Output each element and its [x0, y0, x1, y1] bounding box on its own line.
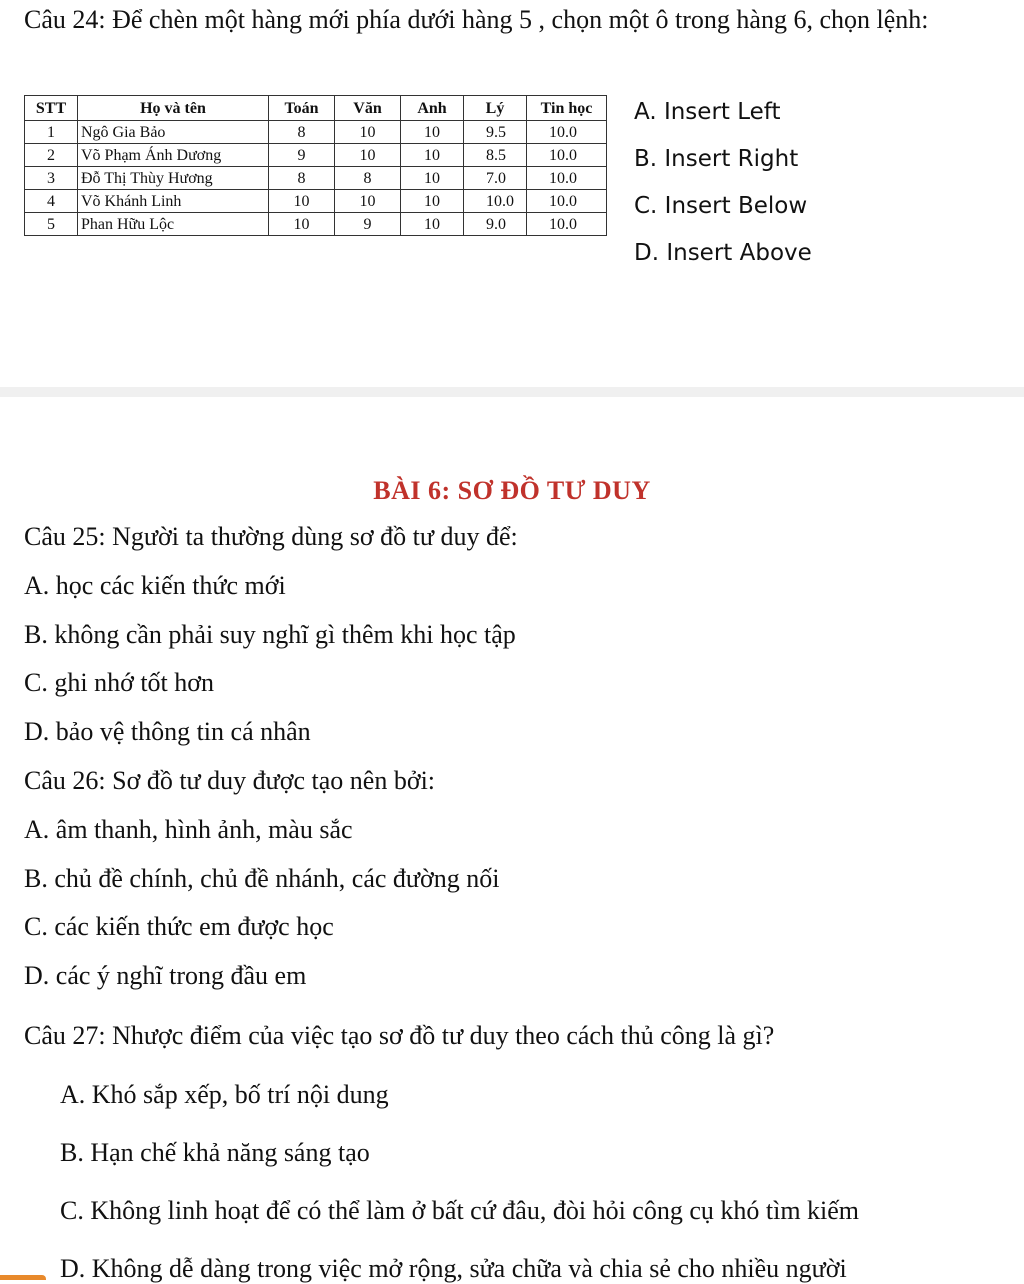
header-literature: Văn	[335, 96, 401, 121]
table-cell: 8	[335, 167, 401, 190]
table-cell: 10.0	[527, 190, 607, 213]
header-math: Toán	[269, 96, 335, 121]
section-title: BÀI 6: SƠ ĐỒ TƯ DUY	[373, 476, 651, 505]
q26-option-c[interactable]: C. các kiến thức em được học	[24, 912, 334, 941]
table-cell: 10	[401, 121, 464, 144]
q26-option-d[interactable]: D. các ý nghĩ trong đầu em	[24, 961, 307, 990]
table-cell: 10.0	[527, 144, 607, 167]
table-cell: 4	[25, 190, 78, 213]
q24-option-c[interactable]: C. Insert Below	[634, 193, 808, 219]
table-cell: 10.0	[527, 167, 607, 190]
table-row	[25, 167, 607, 190]
header-physics: Lý	[464, 96, 527, 121]
table-cell: 10.0	[464, 190, 527, 213]
table-cell: 10	[269, 190, 335, 213]
table-cell: 10	[335, 144, 401, 167]
table-cell: 10.0	[527, 121, 607, 144]
table-cell: 10	[335, 190, 401, 213]
table-cell: 10	[401, 190, 464, 213]
table-cell: Phan Hữu Lộc	[78, 213, 269, 236]
table-cell: 3	[25, 167, 78, 190]
table-cell: 1	[25, 121, 78, 144]
table-cell: 10	[335, 121, 401, 144]
table-cell: 9	[335, 213, 401, 236]
table-cell: Đỗ Thị Thùy Hương	[78, 167, 269, 190]
table-cell: Võ Phạm Ánh Dương	[78, 144, 269, 167]
table-cell: 10	[401, 167, 464, 190]
table-row	[25, 190, 607, 213]
table-cell: 8.5	[464, 144, 527, 167]
table-cell: 8	[269, 167, 335, 190]
table-cell: 2	[25, 144, 78, 167]
question-24-options	[634, 92, 812, 280]
bottom-accent-bar	[0, 1275, 46, 1280]
q25-option-d[interactable]: D. bảo vệ thông tin cá nhân	[24, 717, 311, 746]
header-english: Anh	[401, 96, 464, 121]
table-cell: 10	[401, 144, 464, 167]
q24-option-a[interactable]: A. Insert Left	[634, 99, 781, 125]
table-cell: 10.0	[527, 213, 607, 236]
question-24-text: Câu 24: Để chèn một hàng mới phía dưới hàng 5 , chọn một ô trong hàng 6, chọn lệnh:	[24, 5, 929, 34]
q27-option-a[interactable]: A. Khó sắp xếp, bố trí nội dung	[60, 1080, 389, 1109]
question-27-text: Câu 27: Nhược điểm của việc tạo sơ đồ tư duy theo cách thủ công là gì?	[24, 1021, 775, 1050]
student-scores-table	[24, 95, 607, 236]
question-25-text: Câu 25: Người ta thường dùng sơ đồ tư duy để:	[24, 522, 518, 551]
table-row	[25, 144, 607, 167]
q25-option-c[interactable]: C. ghi nhớ tốt hơn	[24, 668, 215, 697]
q26-option-a[interactable]: A. âm thanh, hình ảnh, màu sắc	[24, 815, 353, 844]
table-cell: 9.0	[464, 213, 527, 236]
page-divider	[0, 387, 1024, 397]
q27-option-d[interactable]: D. Không dễ dàng trong việc mở rộng, sửa chữa và chia sẻ cho nhiều người	[60, 1254, 847, 1283]
header-name: Họ và tên	[78, 96, 269, 121]
table-cell: 10	[269, 213, 335, 236]
header-informatics: Tin học	[527, 96, 607, 121]
table-cell: 10	[401, 213, 464, 236]
table-cell: Ngô Gia Bảo	[78, 121, 269, 144]
table-row	[25, 121, 607, 144]
q24-option-b[interactable]: B. Insert Right	[634, 146, 799, 172]
table-cell: 8	[269, 121, 335, 144]
q24-option-d[interactable]: D. Insert Above	[634, 240, 812, 266]
q27-option-c[interactable]: C. Không linh hoạt để có thể làm ở bất cứ đâu, đòi hỏi công cụ khó tìm kiếm	[60, 1196, 860, 1225]
q25-option-a[interactable]: A. học các kiến thức mới	[24, 571, 286, 600]
table-cell: 9	[269, 144, 335, 167]
table-cell: 5	[25, 213, 78, 236]
q25-option-b[interactable]: B. không cần phải suy nghĩ gì thêm khi học tập	[24, 620, 516, 649]
table-row	[25, 213, 607, 236]
table-cell: Võ Khánh Linh	[78, 190, 269, 213]
table-header-row	[25, 96, 607, 121]
table-cell: 9.5	[464, 121, 527, 144]
q27-option-b[interactable]: B. Hạn chế khả năng sáng tạo	[60, 1138, 370, 1167]
header-stt: STT	[25, 96, 78, 121]
q26-option-b[interactable]: B. chủ đề chính, chủ đề nhánh, các đường nối	[24, 864, 500, 893]
table-cell: 7.0	[464, 167, 527, 190]
question-26-text: Câu 26: Sơ đồ tư duy được tạo nên bởi:	[24, 766, 436, 795]
